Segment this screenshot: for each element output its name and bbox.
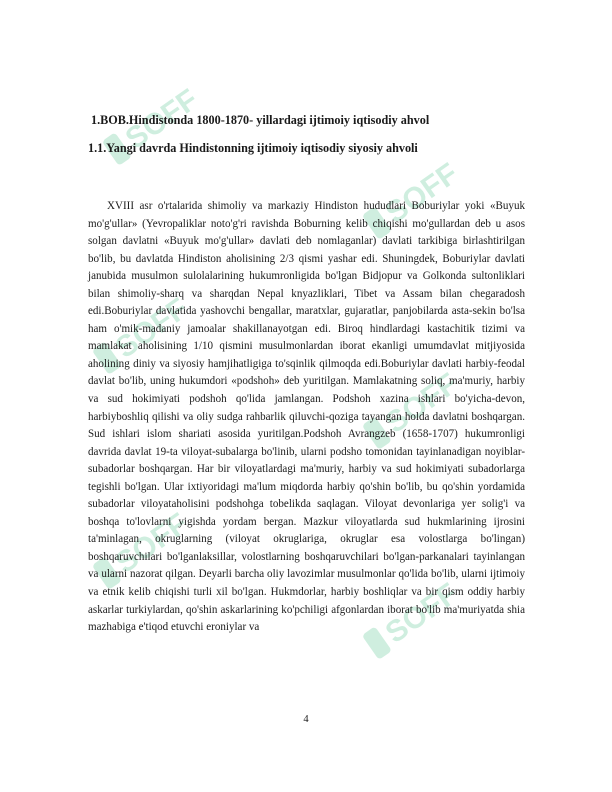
watermark-text: SOFF bbox=[119, 82, 205, 156]
watermark-text: SOFF bbox=[379, 366, 465, 440]
watermark-text: SOFF bbox=[109, 506, 195, 580]
section-heading: 1.1.Yangi davrda Hindistonning ijtimoiy iqtisodiy siyosiy ahvoli bbox=[88, 141, 418, 155]
chapter-heading: 1.BOB.Hindistonda 1800-1870- yillardagi ijtimoiy iqtisodiy ahvol bbox=[91, 113, 430, 127]
body-paragraph: XVIII asr o'rtalarida shimoliy va markaziy Hindiston hududlari Boburiylar yoki «Buyuk mo'g'ullar» (Yevropaliklar noto'g'ri ravishda Boburning kelib chiqishi mo'gullardan deb u asos solgan davlatni «Buyuk mo'g'ullar» davlati deb nomlaganlar) davlati tarkibiga birlashtirilgan bo'lib, bu davlatda Hindiston aholisining 2/3 qismi yashar edi. Shuningdek, Boburiylar davlati janubida musulmon sulolalarining hukumronligida bo'lgan Bidjopur va Golkonda sultonliklari bilan shimoliy-sharq va sharqdan Nepal knyazliklari, Tibet va Assam bilan chegaradosh edi.Boburiylar davlatida yashovchi bengallar, maratxlar, gujaratlar, panjobilarda asta-sekin bo'lsa ham o'mik-madaniy jamoalar shakillanayotgan edi. Biroq hindlardagi kastachitik tizimi va mamlakat aholisining 1/10 qismini musulmonlardan iborat ekanligi umumdavlat mitjiyosida aholining diniy va siyosiy hamjihatligiga to'sqinlik qilmoqda edi.Boburiylar davlati harbiy-feodal davlat bo'lib, uning hukumdori «podshoh» deb yuritilgan. Mamlakatning soliq, ma'muriy, harbiy va sud hokimiyati podshoh qo'lida jamlangan. Podshoh xazina ishlari bo'yicha-devon, harbiyboshliq qilishi va oliy sudga rahbarlik qiluvchi-qoziga tayangan holda davlatni boshqargan. Sud ishlari islom shariati asosida yuritilgan.Podshoh Avrangzeb (1658-1707) hukumronligi davrida davlat 19-ta viloyat-subalarga bo'linib, ularni podsho tomonidan tayinlanadigan noyiblar-subadorlar boshqargan. Har bir viloyatlardagi ma'muriy, harbiy va sud hokimiyati subadorlarga tegishli bo'lgan. Ular ixtiyoridagi ma'lum miqdorda harbiy qo'shin bo'lib, bu qo'shin yordamida subadorlar viloyataholisini podshohga tobelikda saqlagan. Viloyat devonlariga yer solig'i va boshqa to'lovlarni yigishda yordam bergan. Mazkur viloyatlarda sud hukmlarining ijrosini ta'minlagan, okruglarning (viloyat okruglariga, okruglar esa volostlarga bo'lingan) boshqaruvchilari bo'lganlaksillar, volostlarning boshqaruvchilari bo'lgan-parkanalari tayinlangan va ularni nazorat qilgan. Deyarli barcha oliy lavozimlar musulmonlar qo'lida bo'lib, ularni ijtimoiy va etnik kelib chiqishi turli xil bo'lgan. Hukmdorlar, harbiy boshliqlar va bir qism oddiy harbiy askarlar turkiylardan, qo'shin askarlarining ko'pchiligi afgonlardan iborat bo'lib ma'muriyatda shia mazhabiga e'tiqod etuvchi eroniylar va bbox=[88, 200, 525, 634]
page-number: 4 bbox=[303, 714, 309, 725]
watermark-text: SOFF bbox=[109, 291, 195, 365]
watermark-text: SOFF bbox=[379, 156, 465, 230]
watermark-text: SOFF bbox=[379, 576, 465, 650]
